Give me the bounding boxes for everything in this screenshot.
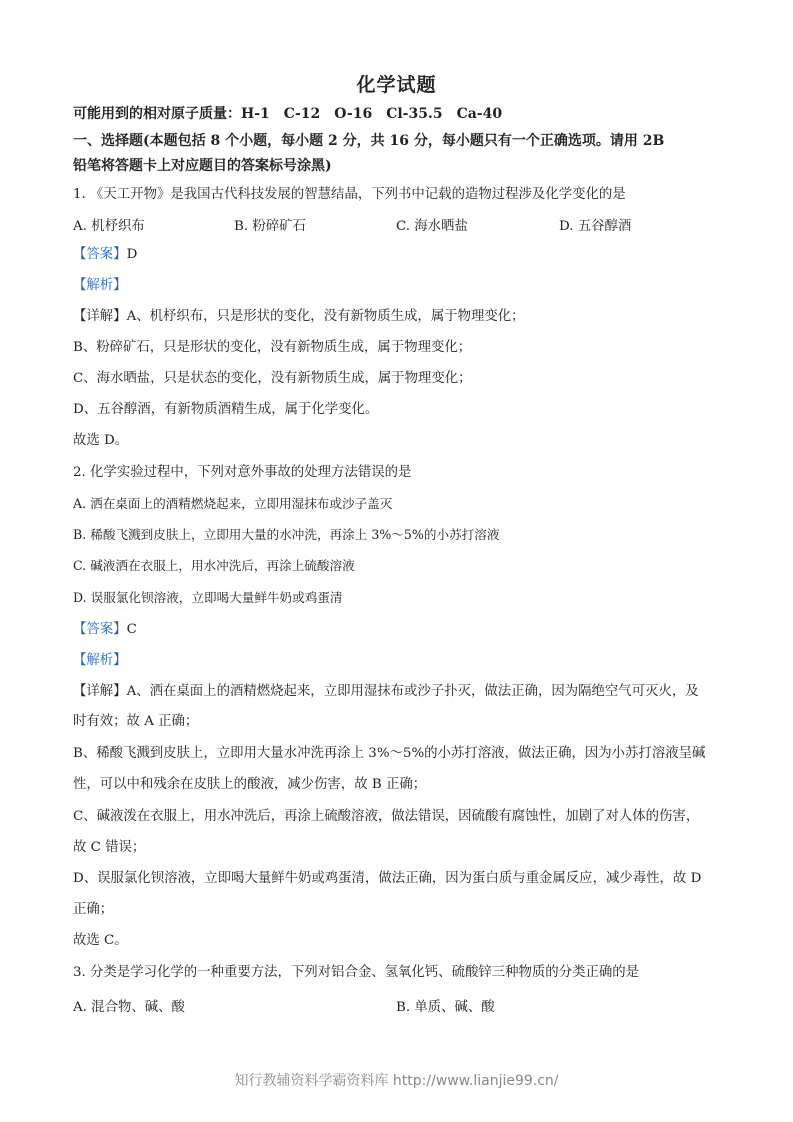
detail-label: 【详解】 xyxy=(73,309,127,324)
q2-detail-line: D、误服氯化钡溶液，立即喝大量鲜牛奶或鸡蛋清，做法正确，因为蛋白质与重金属反应，减少毒性，故 D xyxy=(73,871,702,886)
section-header-line-2: 铅笔将答题卡上对应题目的答案标号涂黑) xyxy=(73,158,332,174)
q1-conclusion: 故选 D。 xyxy=(73,433,129,448)
page-title: 化学试题 xyxy=(356,74,437,96)
answer-label: 【答案】 xyxy=(73,247,127,262)
answer-label: 【答案】 xyxy=(73,622,127,637)
q2-detail-line: 故 C 错误； xyxy=(73,840,146,855)
q1-detail-line: D、五谷醇酒，有新物质酒精生成，属于化学变化。 xyxy=(73,402,379,417)
answer-value: D xyxy=(126,247,138,262)
q3-option-b: B. 单质、碱、酸 xyxy=(396,1000,495,1015)
q2-detail-line: 性，可以中和残余在皮肤上的酸液，减少伤害，故 B 正确； xyxy=(73,777,427,792)
q3-option-a: A. 混合物、碱、酸 xyxy=(73,1000,185,1015)
footer-watermark: 知行教辅资料学霸资料库 http://www.lianjie99.cn/ xyxy=(234,1073,559,1089)
q2-detail-line xyxy=(73,683,723,701)
q1-detail-line xyxy=(73,308,723,326)
q1-detail-line: B、粉碎矿石，只是形状的变化，没有新物质生成，属于物理变化； xyxy=(73,340,472,355)
q2-detail-line: 时有效；故 A 正确； xyxy=(73,714,199,729)
detail-text: A、机杼织布，只是形状的变化，没有新物质生成，属于物理变化； xyxy=(126,309,525,324)
q2-analysis-label: 【解析】 xyxy=(73,653,127,668)
detail-text: A、洒在桌面上的酒精燃烧起来，立即用湿抹布或沙子扑灭，做法正确，因为隔绝空气可灭火，及 xyxy=(126,684,699,699)
detail-label: 【详解】 xyxy=(73,684,127,699)
q1-option-a: A. 机杼织布 xyxy=(73,219,145,234)
q2-option-b: B. 稀酸飞溅到皮肤上，立即用大量的水冲洗，再涂上 3%～5%的小苏打溶液 xyxy=(73,527,500,542)
q2-detail-line: B、稀酸飞溅到皮肤上，立即用大量水冲洗再涂上 3%～5%的小苏打溶液，做法正确，因为小苏打溶液呈碱 xyxy=(73,746,706,761)
q2-stem: 2. 化学实验过程中，下列对意外事故的处理方法错误的是 xyxy=(73,465,412,480)
q1-stem: 1. 《天工开物》是我国古代科技发展的智慧结晶，下列书中记载的造物过程涉及化学变化的是 xyxy=(73,187,626,202)
q1-detail-line: C、海水晒盐，只是状态的变化，没有新物质生成，属于物理变化； xyxy=(73,371,472,386)
q2-detail-line: C、碱液泼在衣服上，用水冲洗后，再涂上硫酸溶液，做法错误，因硫酸有腐蚀性，加剧了对人体的伤害， xyxy=(73,809,700,824)
q1-analysis-label: 【解析】 xyxy=(73,278,127,293)
q2-conclusion: 故选 C。 xyxy=(73,933,128,948)
atomic-mass-line: 可能用到的相对原子质量：H-1 C-12 O-16 Cl-35.5 Ca-40 xyxy=(73,106,503,122)
q2-detail-line: 正确； xyxy=(73,902,114,917)
q1-answer xyxy=(73,246,723,264)
q3-stem: 3. 分类是学习化学的一种重要方法，下列对铝合金、氢氧化钙、硫酸锌三种物质的分类正确的是 xyxy=(73,965,640,980)
answer-value: C xyxy=(126,622,137,637)
q2-option-d: D. 误服氯化钡溶液，立即喝大量鲜牛奶或鸡蛋清 xyxy=(73,590,343,605)
q1-option-d: D. 五谷醇酒 xyxy=(559,219,632,234)
q1-option-c: C. 海水晒盐 xyxy=(396,219,468,234)
q2-answer xyxy=(73,621,723,639)
section-header-line-1: 一、选择题(本题包括 8 个小题，每小题 2 分，共 16 分，每小题只有一个正确选项。请用 2B xyxy=(73,133,665,149)
q2-option-a: A. 洒在桌面上的酒精燃烧起来，立即用湿抹布或沙子盖灭 xyxy=(73,496,393,511)
q2-option-c: C. 碱液洒在衣服上，用水冲洗后，再涂上硫酸溶液 xyxy=(73,558,355,573)
q1-option-b: B. 粉碎矿石 xyxy=(234,219,306,234)
